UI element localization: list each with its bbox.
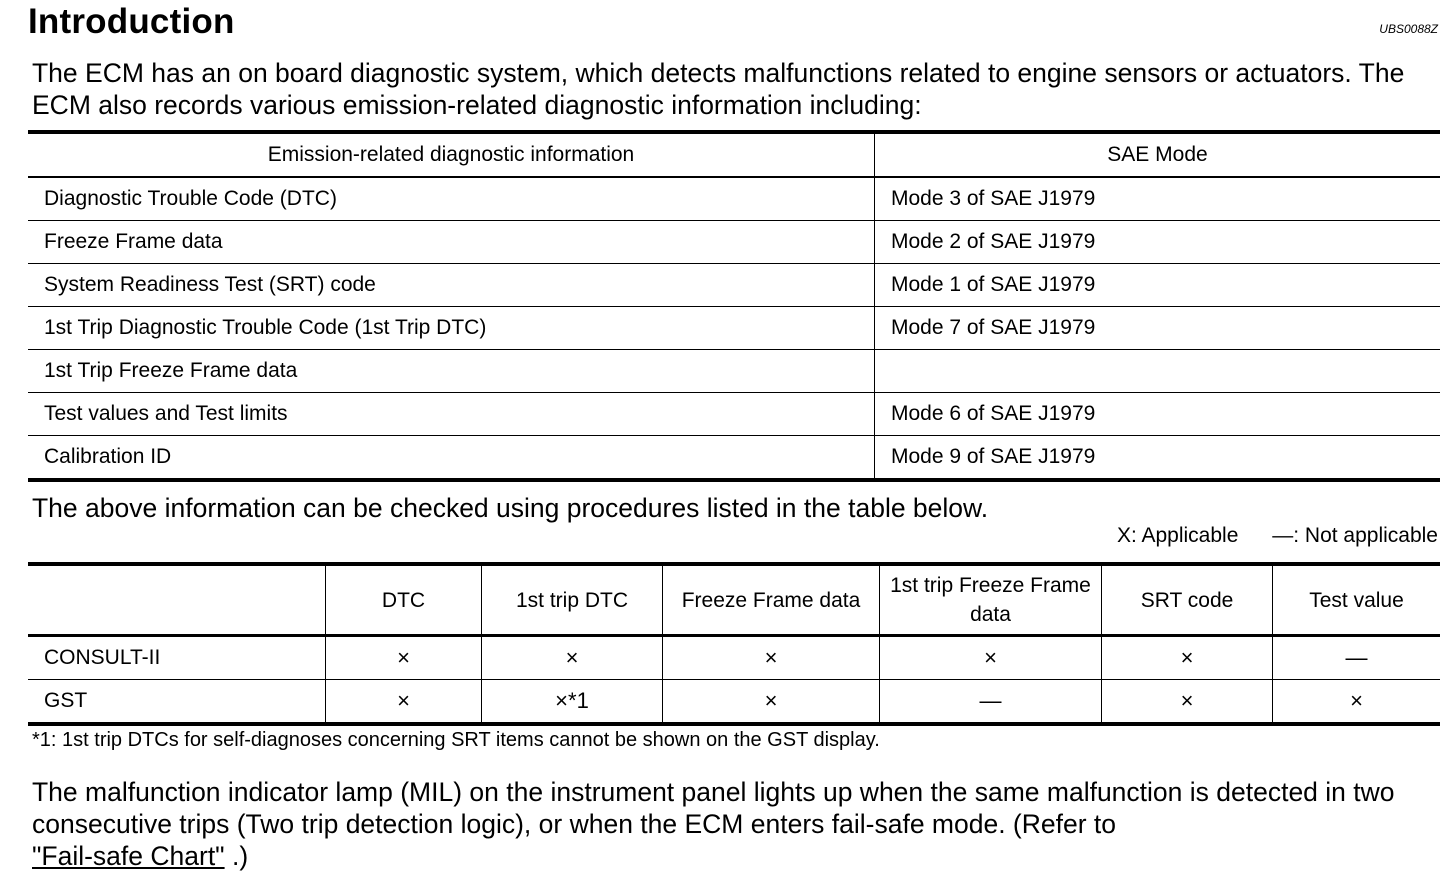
table-cell: Test values and Test limits (28, 393, 875, 436)
table-cell (875, 350, 1441, 393)
table-cell: 1st Trip Freeze Frame data (28, 350, 875, 393)
table-cell: × (880, 636, 1102, 680)
above-paragraph: The above information can be checked using procedures listed in the table below. (32, 493, 989, 523)
table-cell: Diagnostic Trouble Code (DTC) (28, 177, 875, 221)
table-cell: 1st Trip Diagnostic Trouble Code (1st Trip DTC) (28, 307, 875, 350)
table-cell: — (880, 680, 1102, 725)
table-cell: × (663, 636, 880, 680)
column-header: SAE Mode (875, 132, 1441, 177)
table-cell: Mode 7 of SAE J1979 (875, 307, 1441, 350)
mil-paragraph-text: The malfunction indicator lamp (MIL) on the instrument panel lights up when the same malfunction is detected in two consecutive trips (Two trip detection logic), or when the ECM enters fail-safe mode. (Refer to (32, 777, 1395, 839)
table-row (28, 436, 1440, 481)
table-cell: ×*1 (482, 680, 663, 725)
table-row (28, 636, 1440, 680)
table-cell: Mode 1 of SAE J1979 (875, 264, 1441, 307)
document-code: UBS0088Z (1379, 22, 1438, 36)
page-title: Introduction (28, 2, 235, 41)
column-header-blank (28, 564, 326, 636)
row-label: GST (28, 680, 326, 725)
table-cell: × (482, 636, 663, 680)
legend-not-applicable: —: Not applicable (1272, 524, 1438, 547)
legend (1089, 524, 1438, 548)
column-header-1st-trip-freeze-frame: 1st trip Freeze Frame data (880, 564, 1102, 636)
column-header-1st-trip-dtc: 1st trip DTC (482, 564, 663, 636)
legend-applicable: X: Applicable (1116, 524, 1239, 547)
table-cell: Calibration ID (28, 436, 875, 481)
column-header-test-value: Test value (1273, 564, 1441, 636)
mil-paragraph (32, 776, 1447, 872)
table-cell: × (1102, 636, 1273, 680)
table-row (28, 393, 1440, 436)
table-cell: × (326, 636, 482, 680)
table-row (28, 350, 1440, 393)
table-cell: × (1273, 680, 1441, 725)
table-row (28, 307, 1440, 350)
table-row (28, 221, 1440, 264)
table-cell: Mode 3 of SAE J1979 (875, 177, 1441, 221)
footnote: *1: 1st trip DTCs for self-diagnoses concerning SRT items cannot be shown on the GST display. (32, 729, 880, 751)
table-cell: Mode 2 of SAE J1979 (875, 221, 1441, 264)
table-row (28, 177, 1440, 221)
column-header-srt-code: SRT code (1102, 564, 1273, 636)
column-header-freeze-frame: Freeze Frame data (663, 564, 880, 636)
diagnostic-info-table (28, 130, 1440, 482)
table-header-row (28, 564, 1440, 636)
row-label: CONSULT-II (28, 636, 326, 680)
table-cell: × (1102, 680, 1273, 725)
table-row (28, 680, 1440, 725)
procedure-table (28, 562, 1440, 726)
table-cell: Mode 9 of SAE J1979 (875, 436, 1441, 481)
intro-paragraph: The ECM has an on board diagnostic system, which detects malfunctions related to engine sensors or actuators. The ECM also records various emission-related diagnostic information including: (32, 58, 1405, 120)
table-row (28, 264, 1440, 307)
column-header-dtc: DTC (326, 564, 482, 636)
table-header-row (28, 132, 1440, 177)
table-cell: — (1273, 636, 1441, 680)
column-header: Emission-related diagnostic information (28, 132, 875, 177)
mil-paragraph-suffix: .) (224, 841, 249, 871)
table-cell: × (663, 680, 880, 725)
table-cell: × (326, 680, 482, 725)
table-cell: Freeze Frame data (28, 221, 875, 264)
table-cell: Mode 6 of SAE J1979 (875, 393, 1441, 436)
fail-safe-chart-link[interactable]: "Fail-safe Chart" (32, 841, 225, 871)
table-cell: System Readiness Test (SRT) code (28, 264, 875, 307)
